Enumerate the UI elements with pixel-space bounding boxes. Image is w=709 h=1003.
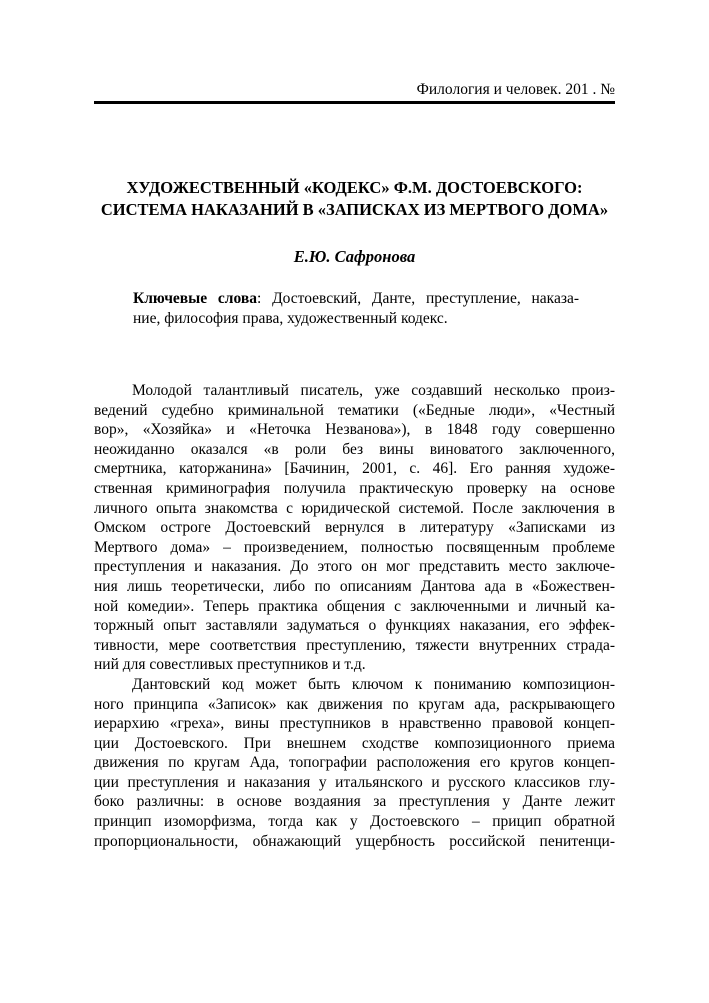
keywords-text-1: : Достоевский, Данте, преступление, наказа- bbox=[257, 290, 579, 307]
body-line: личного опыта знакомства с юридической системой. После заключения в bbox=[94, 499, 615, 517]
body-line: преступления и наказания. До этого он мог представить место заключе- bbox=[94, 558, 615, 576]
body-line: Мертвого дома» – произведением, полностью посвященным проблеме bbox=[94, 538, 615, 556]
body-line: Молодой талантливый писатель, уже создавший несколько произ- bbox=[132, 382, 615, 399]
body-line: тивности, мере соответствия преступлению, тяжести внутренних страда- bbox=[94, 636, 615, 654]
title-line-1: ХУДОЖЕСТВЕННЫЙ «КОДЕКС» Ф.М. ДОСТОЕВСКОГО: bbox=[126, 178, 583, 197]
body-line: ственная криминография получила практическую проверку на основе bbox=[94, 479, 615, 497]
keywords-line-2: ние, философия права, художественный кодекс. bbox=[133, 310, 448, 327]
body-line: движения по кругам Ада, топографии расположения его кругов концеп- bbox=[94, 754, 615, 772]
title-line-2: СИСТЕМА НАКАЗАНИЙ В «ЗАПИСКАХ ИЗ МЕРТВОГО ДОМА» bbox=[100, 200, 609, 219]
body-line: иерархию «греха», вины преступников в нравственно правовой концеп- bbox=[94, 715, 615, 733]
keywords-label: Ключевые слова bbox=[133, 290, 257, 307]
body-line: неожиданно оказался «в роли без вины виноватого заключенного, bbox=[94, 440, 615, 458]
body-line: вор», «Хозяйка» и «Неточка Незванова»), в 1848 году совершенно bbox=[94, 421, 615, 439]
article-body bbox=[94, 381, 615, 851]
body-line: принцип изоморфизма, тогда как у Достоевского – прицип обратной bbox=[94, 813, 615, 831]
paragraph-2 bbox=[94, 675, 615, 851]
body-line: торжный опыт заставляли задуматься о функциях наказания, его эффек- bbox=[94, 617, 615, 635]
body-line: ного принципа «Записок» как движения по кругам ада, раскрывающего bbox=[94, 695, 615, 713]
body-line: ной комедии». Теперь практика общения с заключенными и личный ка- bbox=[94, 597, 615, 615]
keywords-line-1 bbox=[133, 289, 579, 309]
body-line: смертника, каторжанина» [Бачинин, 2001, с. 46]. Его ранняя художе- bbox=[94, 460, 615, 478]
body-line: боко различны: в основе воздаяния за преступления у Данте лежит bbox=[94, 793, 615, 811]
body-line: ции Достоевского. При внешнем сходстве композиционного приема bbox=[94, 734, 615, 752]
body-line: ведений судебно криминальной тематики («Бедные люди», «Честный bbox=[94, 401, 615, 419]
running-header: Филология и человек. 201 . № bbox=[416, 81, 615, 98]
body-line: Дантовский код может быть ключом к пониманию композицион- bbox=[132, 675, 615, 693]
body-line: ний для совестливых преступников и т.д. bbox=[94, 656, 366, 674]
article-author: Е.Ю. Сафронова bbox=[293, 247, 416, 266]
keywords-block bbox=[133, 289, 579, 329]
article-title bbox=[94, 177, 615, 221]
body-line: Омском остроге Достоевский вернулся в литературу «Записками из bbox=[94, 519, 615, 537]
body-line: пропорциональности, обнажающий ущербность российской пенитенци- bbox=[94, 832, 615, 850]
paragraph-1 bbox=[94, 381, 615, 675]
body-line: ции преступления и наказания у итальянского и русского классиков глу- bbox=[94, 773, 615, 791]
body-line: ния лишь теоретически, либо по описаниям Дантова ада в «Божествен- bbox=[94, 577, 615, 595]
header-rule bbox=[94, 101, 615, 104]
